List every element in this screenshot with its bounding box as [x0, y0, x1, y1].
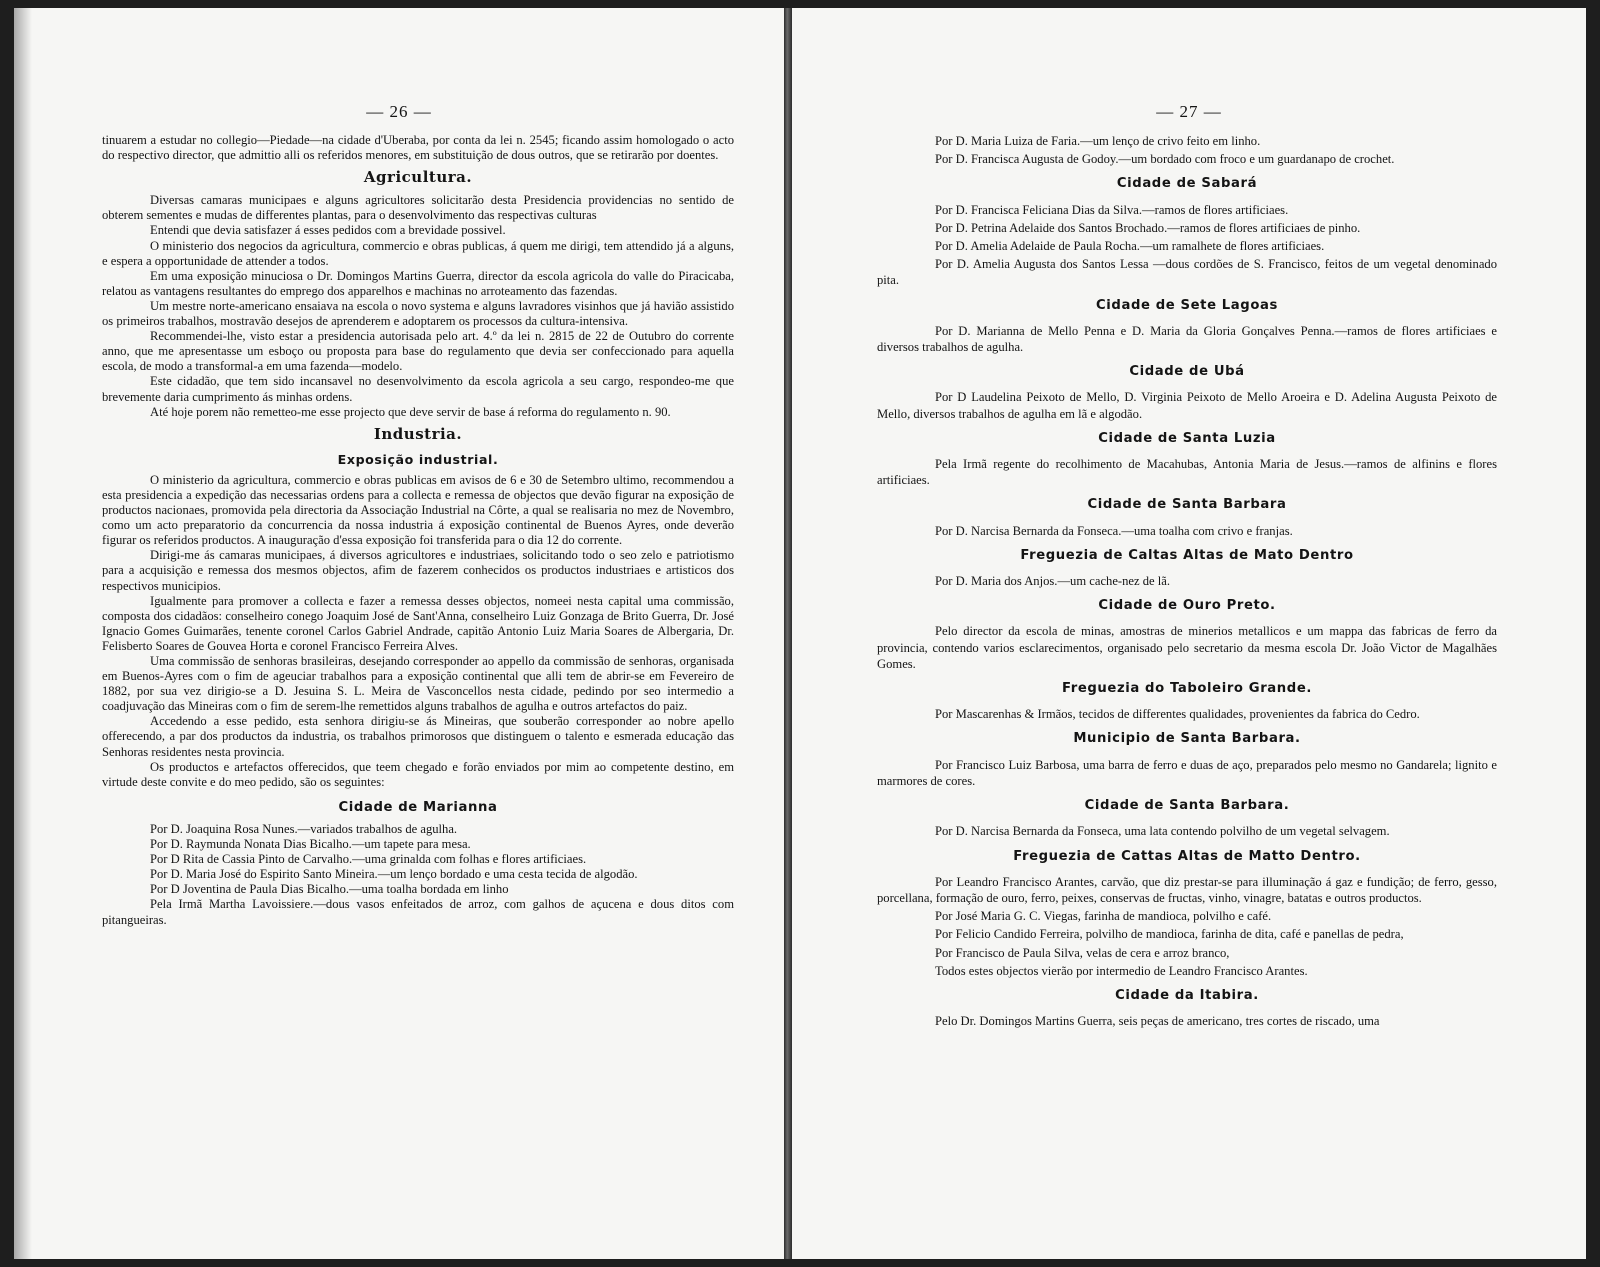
list-item: Por D Rita de Cassia Pinto de Carvalho.—uma grinalda com folhas e flores artificiaes. [150, 852, 587, 867]
list-item: Pela Irmã regente do recolhimento de Macahubas, Antonia Maria de Jesus.—ramos de alfinins e flores artificiaes. [877, 457, 1497, 488]
page-26 [14, 8, 786, 1259]
list-item: Por Felicio Candido Ferreira, polvilho de mandioca, farinha de dita, café e panellas de pedra, [935, 927, 1404, 942]
section-heading: Cidade de Ouro Preto. [1098, 598, 1276, 614]
section-heading: Freguezia de Caltas Altas de Mato Dentro [1020, 547, 1354, 563]
book-spread [14, 8, 1586, 1259]
list-item: Por D. Amelia Adelaide de Paula Rocha.—um ramalhete de flores artificiaes. [935, 239, 1325, 254]
list-item: Por D. Joaquina Rosa Nunes.—variados trabalhos de agulha. [150, 821, 458, 836]
list-item: Por D. Petrina Adelaide dos Santos Brochado.—ramos de flores artificiaes de pinho. [935, 220, 1361, 235]
list-item: Pelo director da escola de minas, amostras de minerios metallicos e um mappa das fabricas de ferro da provincia, contendo varios esclarecimentos, organisado pelo secretario da mesma escola Dr. João Victor de Magalhães Gomes. [877, 624, 1497, 671]
list-item: Por Francisco de Paula Silva, velas de cera e arroz branco, [935, 945, 1230, 960]
section-heading: Cidade da Itabira. [1115, 987, 1259, 1003]
paragraph: Accedendo a esse pedido, esta senhora dirigiu-se ás Mineiras, que souberão corresponder ao nobre apello offerecendo, a par dos productos da industria, os trabalhos primorosos que distinguem o talento e esmerada educação das Senhoras residentes nesta provincia. [102, 714, 734, 759]
section-heading: Municipio de Santa Barbara. [1073, 731, 1301, 747]
section-heading: Cidade de Santa Barbara. [1084, 798, 1290, 814]
paragraph: Até hoje porem não remetteo-me esse projecto que deve servir de base á reforma do regulamento n. 90. [150, 404, 671, 419]
list-item: Por D. Raymunda Nonata Dias Bicalho.—um tapete para mesa. [150, 837, 471, 852]
list-item: Todos estes objectos vierão por intermedio de Leandro Francisco Arantes. [935, 963, 1308, 978]
list-item: Por D. Francisca Feliciana Dias da Silva.—ramos de flores artificiaes. [935, 202, 1289, 217]
right-text-column [877, 133, 1497, 1031]
paragraph: O ministerio dos negocios da agricultura, commercio e obras publicas, á quem me dirigi, tem attendido já a alguns, e espera a opportunidade de attender a todos. [102, 238, 734, 268]
list-item: Por D Joventina de Paula Dias Bicalho.—uma toalha bordada em linho [150, 882, 509, 897]
industria-heading: Industria. [373, 424, 463, 443]
book-gutter [784, 8, 792, 1259]
paragraph: Diversas camaras municipaes e alguns agricultores solicitarão desta Presidencia providencias no sentido de obterem sementes e mudas de differentes plantas, para o desenvolvimento das respectivas culturas [102, 193, 734, 223]
list-item: Por D. Maria José do Espirito Santo Mineira.—um lenço bordado e uma cesta tecida de algodão. [150, 867, 638, 882]
list-item: Por Leandro Francisco Arantes, carvão, que diz prestar-se para illuminação á gaz e fundição; de ferro, gesso, porcellana, formação de ouro, ferro, peixes, conservas de fructas, vinho, vinagre, batatas e outros productos. [877, 874, 1497, 905]
list-item: Por D. Maria dos Anjos.—um cache-nez de lã. [935, 574, 1171, 589]
paragraph: Igualmente para promover a collecta e fazer a remessa desses objectos, nomeei nesta capital uma commissão, composta dos cidadãos: conselheiro conego Joaquim José de Sant'Anna, conselheiro Luiz Gonzaga de Brito Guerra, Dr. José Ignacio Gomes Guimarães, tenente coronel Carlos Gabriel Andrade, capitão Antonio Luiz Maria Soares de Albergaria, Dr. Felisberto Soares de Gouvea Horta e coronel Francisco Ferreira Alves. [102, 593, 734, 653]
section-heading: Cidade de Sabará [1116, 176, 1258, 192]
section-heading: Freguezia de Cattas Altas de Matto Dentro. [1013, 848, 1361, 864]
page-number: — 26 — [366, 102, 432, 121]
section-heading: Freguezia do Taboleiro Grande. [1061, 681, 1312, 697]
paragraph: Entendi que devia satisfazer á esses pedidos com a brevidade possivel. [150, 223, 506, 238]
list-item: Por D Laudelina Peixoto de Mello, D. Virginia Peixoto de Mello Aroeira e D. Adelina Augusta Peixoto de Mello, diversos trabalhos de agulha em lã e algodão. [877, 390, 1497, 421]
paragraph: Em uma exposição minuciosa o Dr. Domingos Martins Guerra, director da escola agricola do valle do Piracicaba, relatou as vantagens resultantes do emprego dos apparelhos e machinas no arroteamento das fazendas. [102, 268, 734, 298]
paragraph: Um mestre norte-americano ensaiava na escola o novo systema e alguns lavradores visinhos que já havião assistido os primeiros trabalhos, mostravão desejos de aprenderem e adoptarem os processos da cultura-intensiva. [102, 298, 734, 329]
list-item: Por Francisco Luiz Barbosa, uma barra de ferro e duas de aço, preparados pelo mesmo no Gandarela; lignito e marmores de cores. [877, 757, 1497, 788]
paragraph: O ministerio da agricultura, commercio e obras publicas em avisos de 6 e 30 de Setembro ultimo, recommendou a esta presidencia a expedição das necessarias ordens para a collecta e remessa de objectos que devão figurar na exposição de productos nacionaes, promovida pela directoria da Associação Industrial na Côrte, a qual se realisaria no mez de Novembro, como um acto preparatorio da concurrencia da nossa industria á exposição continental de Buenos Ayres, onde deverão figurar os referidos productos. A inauguração d'essa exposição foi transferida para o dia 12 do corrente. [102, 472, 734, 548]
list-item: Por José Maria G. C. Viegas, farinha de mandioca, polvilho e café. [935, 909, 1272, 924]
page-number: — 27 — [1156, 102, 1222, 121]
list-item: Por D. Maria Luiza de Faria.—um lenço de crivo feito em linho. [935, 134, 1261, 148]
list-item: Pelo Dr. Domingos Martins Guerra, seis peças de americano, tres cortes de riscado, uma [935, 1014, 1380, 1029]
exposicao-subheading: Exposição industrial. [337, 451, 499, 467]
paragraph: Dirigi-me ás camaras municipaes, á diversos agricultores e industriaes, solicitando todo o seo zelo e patriotismo para a acquisição e remessa dos mesmos objectos, afim de fazerem conhecidos os productos industriaes e artisticos dos respectivos municipios. [102, 548, 734, 593]
agricultura-heading: Agricultura. [363, 168, 473, 187]
paragraph: Recommendei-lhe, visto estar a presidencia autorisada pelo art. 4.º da lei n. 2815 de 22 de Outubro do corrente anno, que me apresentasse um esboço ou proposta para base do regulamento que devia ser confeccionado para aquella escola, de modo a transformal-a em uma fazenda—modelo. [102, 329, 734, 374]
section-heading: Cidade de Ubá [1129, 364, 1245, 380]
page-27 [792, 8, 1586, 1259]
section-heading: Cidade de Sete Lagoas [1096, 297, 1278, 313]
section-heading: Cidade de Marianna [338, 799, 498, 815]
paragraph: Os productos e artefactos offerecidos, que teem chegado e forão enviados por mim ao competente destino, em virtude deste convite e do meo pedido, são os seguintes: [102, 759, 734, 789]
paragraph: Este cidadão, que tem sido incansavel no desenvolvimento da escola agricola a seu cargo, respondeo-me que brevemente daria cumprimento ás minhas ordens. [102, 374, 734, 404]
list-item: Por D. Marianna de Mello Penna e D. Maria da Gloria Gonçalves Penna.—ramos de flores artificiaes e diversos trabalhos de agulha. [877, 323, 1497, 355]
list-item: Por D. Amelia Augusta dos Santos Lessa —dous cordões de S. Francisco, feitos de um vegetal denominado pita. [877, 257, 1497, 288]
left-text-column [102, 133, 734, 928]
list-item: Por D. Narcisa Bernarda da Fonseca, uma lata contendo polvilho de um vegetal selvagem. [935, 824, 1390, 839]
list-item: Por D. Francisca Augusta de Godoy.—um bordado com froco e um guardanapo de crochet. [935, 152, 1395, 167]
section-heading: Cidade de Santa Barbara [1087, 497, 1287, 513]
intro-paragraph: tinuarem a estudar no collegio—Piedade—na cidade d'Uberaba, por conta da lei n. 2545; ficando assim homologado o acto do respectivo director, que admittio alli os referidos menores, em substituição de dous outros, que se retirarão por doentes. [102, 133, 734, 163]
list-item: Por D. Narcisa Bernarda da Fonseca.—uma toalha com crivo e franjas. [935, 523, 1293, 538]
paragraph: Uma commissão de senhoras brasileiras, desejando corresponder ao appello da commissão de senhoras, organisada em Buenos-Ayres com o fim de ageuciar trabalhos para a exposição continental que alli tem de abrir-se em Fevereiro de 1882, por sua vez dirigio-se a D. Jesuina S. L. Meira de Vasconcellos nesta cidade, pedindo por seo intermedio a coadjuvação das Mineiras com o fim de serem-lhe remettidos alguns trabalhos de agulha e outros artefactos do paiz. [102, 654, 734, 714]
list-item: Pela Irmã Martha Lavoissiere.—dous vasos enfeitados de arroz, com galhos de açucena e dous ditos com pitangueiras. [102, 897, 734, 927]
section-heading: Cidade de Santa Luzia [1098, 430, 1276, 446]
list-item: Por Mascarenhas & Irmãos, tecidos de differentes qualidades, provenientes da fabrica do Cedro. [935, 707, 1420, 722]
page-edge-shadow [14, 8, 32, 1259]
